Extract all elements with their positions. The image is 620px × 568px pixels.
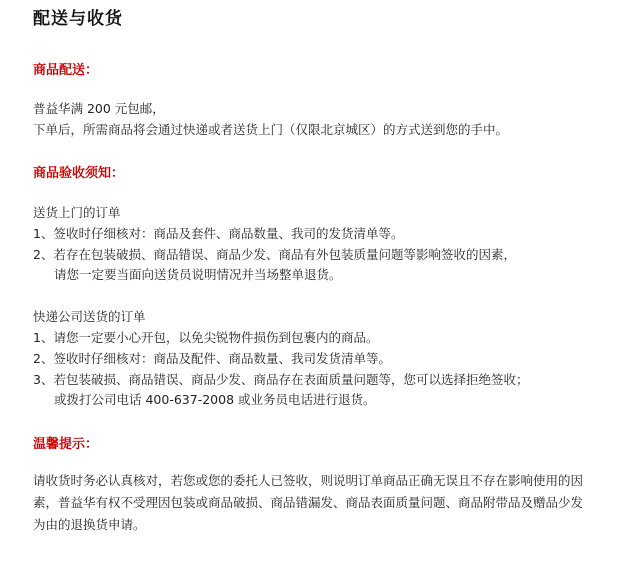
courier-delivery-subtitle: 快递公司送货的订单 bbox=[33, 309, 146, 324]
tips-heading: 温馨提示： bbox=[33, 437, 99, 452]
inspection-heading: 商品验收须知： bbox=[33, 166, 125, 181]
door-delivery-item: 请您一定要当面向送货员说明情况并当场整单退货。 bbox=[54, 267, 342, 282]
courier-delivery-item: 2、签收时仔细核对：商品及配件、商品数量、我司发货清单等。 bbox=[33, 351, 391, 366]
shipping-line: 下单后，所需商品将会通过快递或者送货上门（仅限北京城区）的方式送到您的手中。 bbox=[33, 122, 509, 137]
door-delivery-item: 2、若存在包装破损、商品错误、商品少发、商品有外包装质量问题等影响签收的因素， bbox=[33, 247, 516, 262]
door-delivery-subtitle: 送货上门的订单 bbox=[33, 205, 121, 220]
door-delivery-item: 1、签收时仔细核对：商品及套件、商品数量、我司的发货清单等。 bbox=[33, 226, 404, 241]
shipping-heading: 商品配送： bbox=[33, 63, 99, 78]
tips-paragraph: 请收货时务必认真核对，若您或您的委托人已签收，则说明订单商品正确无误且不存在影响使用的因素，普益华有权不受理因包装或商品破损、商品错漏发、商品表面质量问题、商品附带品及赠品少发为由的退换货申请。 bbox=[33, 473, 584, 532]
courier-delivery-item: 3、若包装破损、商品错误、商品少发、商品存在表面质量问题等，您可以选择拒绝签收； bbox=[33, 372, 529, 387]
courier-delivery-item: 1、请您一定要小心开包，以免尖锐物件损伤到包裹内的商品。 bbox=[33, 330, 379, 345]
shipping-line: 普益华满 200 元包邮， bbox=[33, 101, 165, 116]
page-title: 配送与收货 bbox=[33, 9, 123, 29]
courier-delivery-item: 或拨打公司电话 400-637-2008 或业务员电话进行退货。 bbox=[54, 392, 376, 407]
